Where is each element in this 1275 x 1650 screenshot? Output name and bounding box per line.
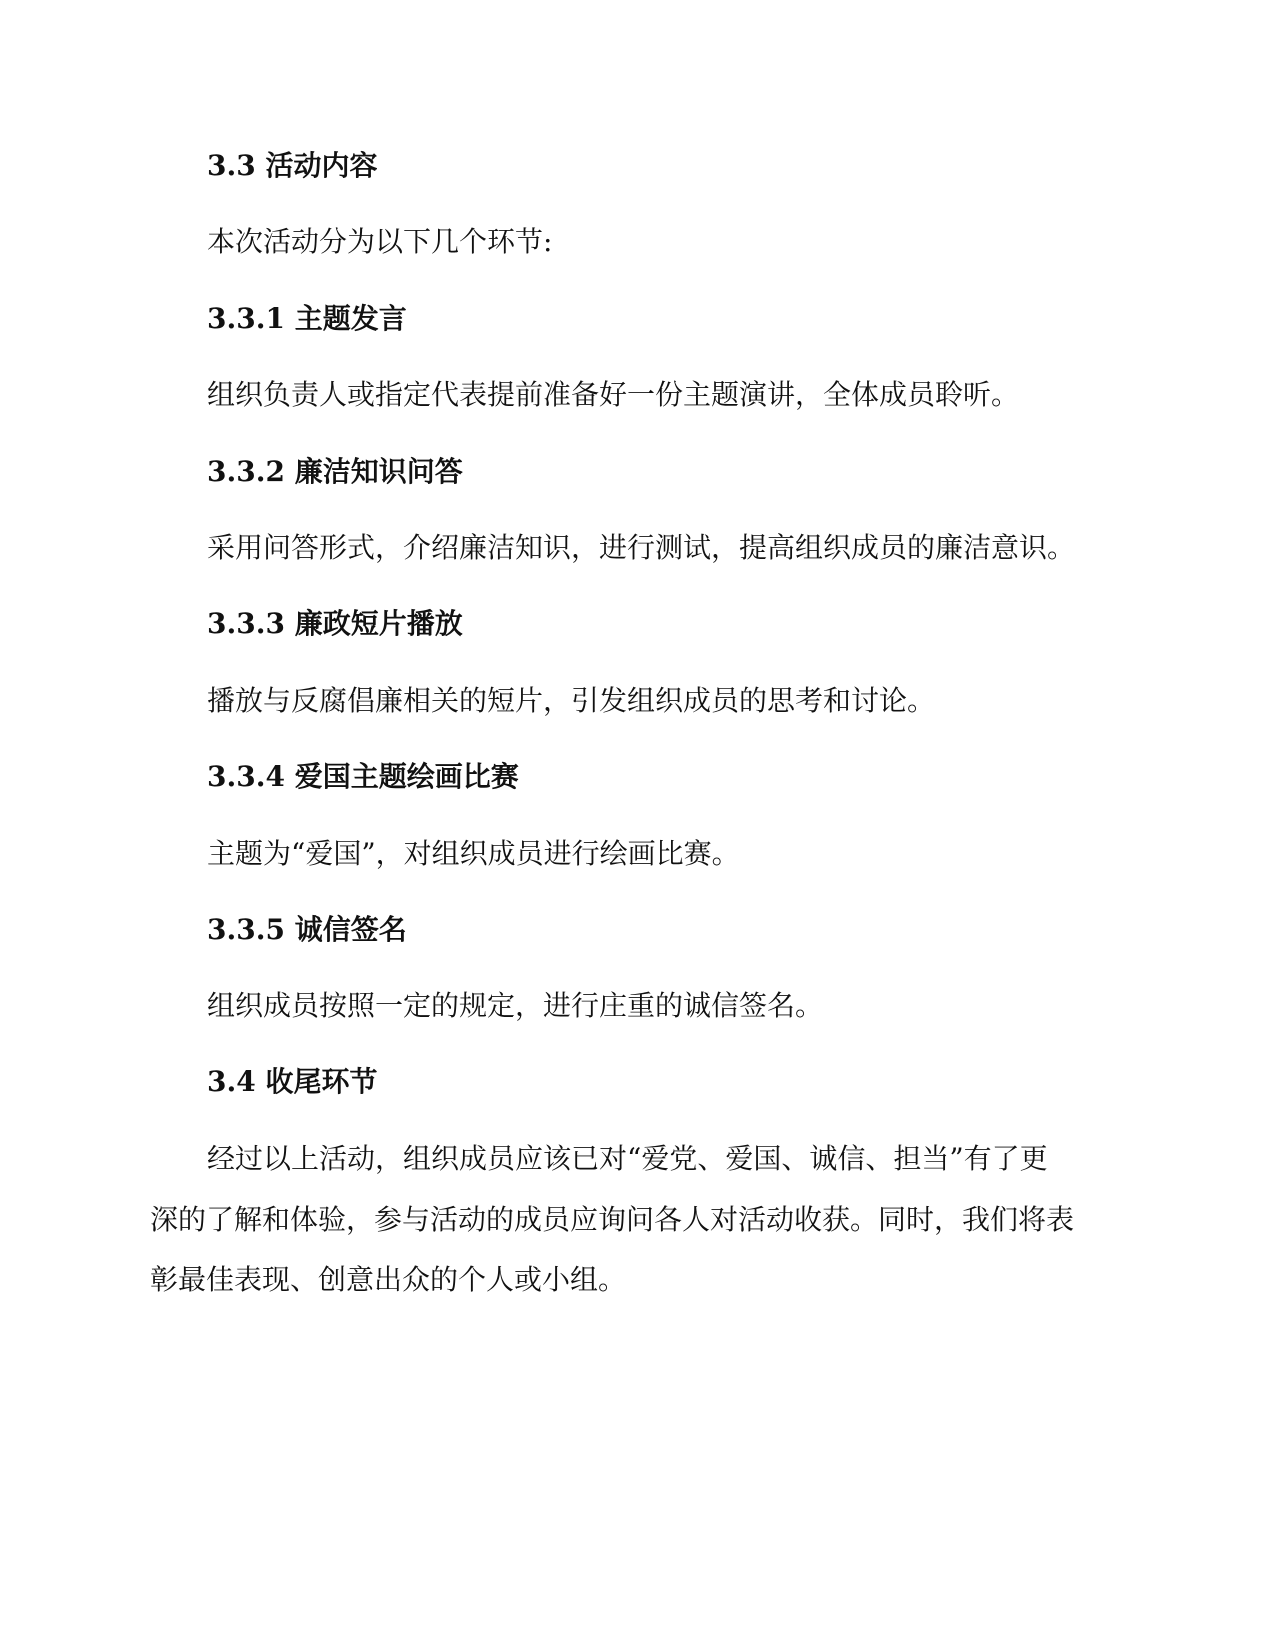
subsection-body-3-3-1: 组织负责人或指定代表提前准备好一份主题演讲，全体成员聆听。 <box>207 378 1020 411</box>
subsection-body-3-3-3: 播放与反腐倡廉相关的短片，引发组织成员的思考和讨论。 <box>207 684 936 717</box>
section-heading-3-3: 3.3 活动内容 <box>207 149 378 182</box>
subsection-body-3-3-4: 主题为“爱国”，对组织成员进行绘画比赛。 <box>207 837 740 870</box>
subsection-heading-3-3-4: 3.3.4 爱国主题绘画比赛 <box>207 760 519 793</box>
closing-paragraph-line-2: 深的了解和体验，参与活动的成员应询问各人对活动收获。同时，我们将表 <box>150 1203 1075 1236</box>
section-heading-3-4: 3.4 收尾环节 <box>207 1065 378 1098</box>
subsection-heading-3-3-5: 3.3.5 诚信签名 <box>207 913 407 946</box>
section-intro: 本次活动分为以下几个环节: <box>207 225 553 258</box>
closing-paragraph-line-1: 经过以上活动，组织成员应该已对“爱党、爱国、诚信、担当”有了更 <box>207 1142 1048 1175</box>
subsection-heading-3-3-1: 3.3.1 主题发言 <box>207 302 407 335</box>
subsection-body-3-3-5: 组织成员按照一定的规定，进行庄重的诚信签名。 <box>207 989 824 1022</box>
subsection-body-3-3-2: 采用问答形式，介绍廉洁知识，进行测试，提高组织成员的廉洁意识。 <box>207 531 1076 564</box>
closing-paragraph-line-3: 彰最佳表现、创意出众的个人或小组。 <box>150 1263 627 1296</box>
subsection-heading-3-3-2: 3.3.2 廉洁知识问答 <box>207 455 463 488</box>
subsection-heading-3-3-3: 3.3.3 廉政短片播放 <box>207 607 463 640</box>
